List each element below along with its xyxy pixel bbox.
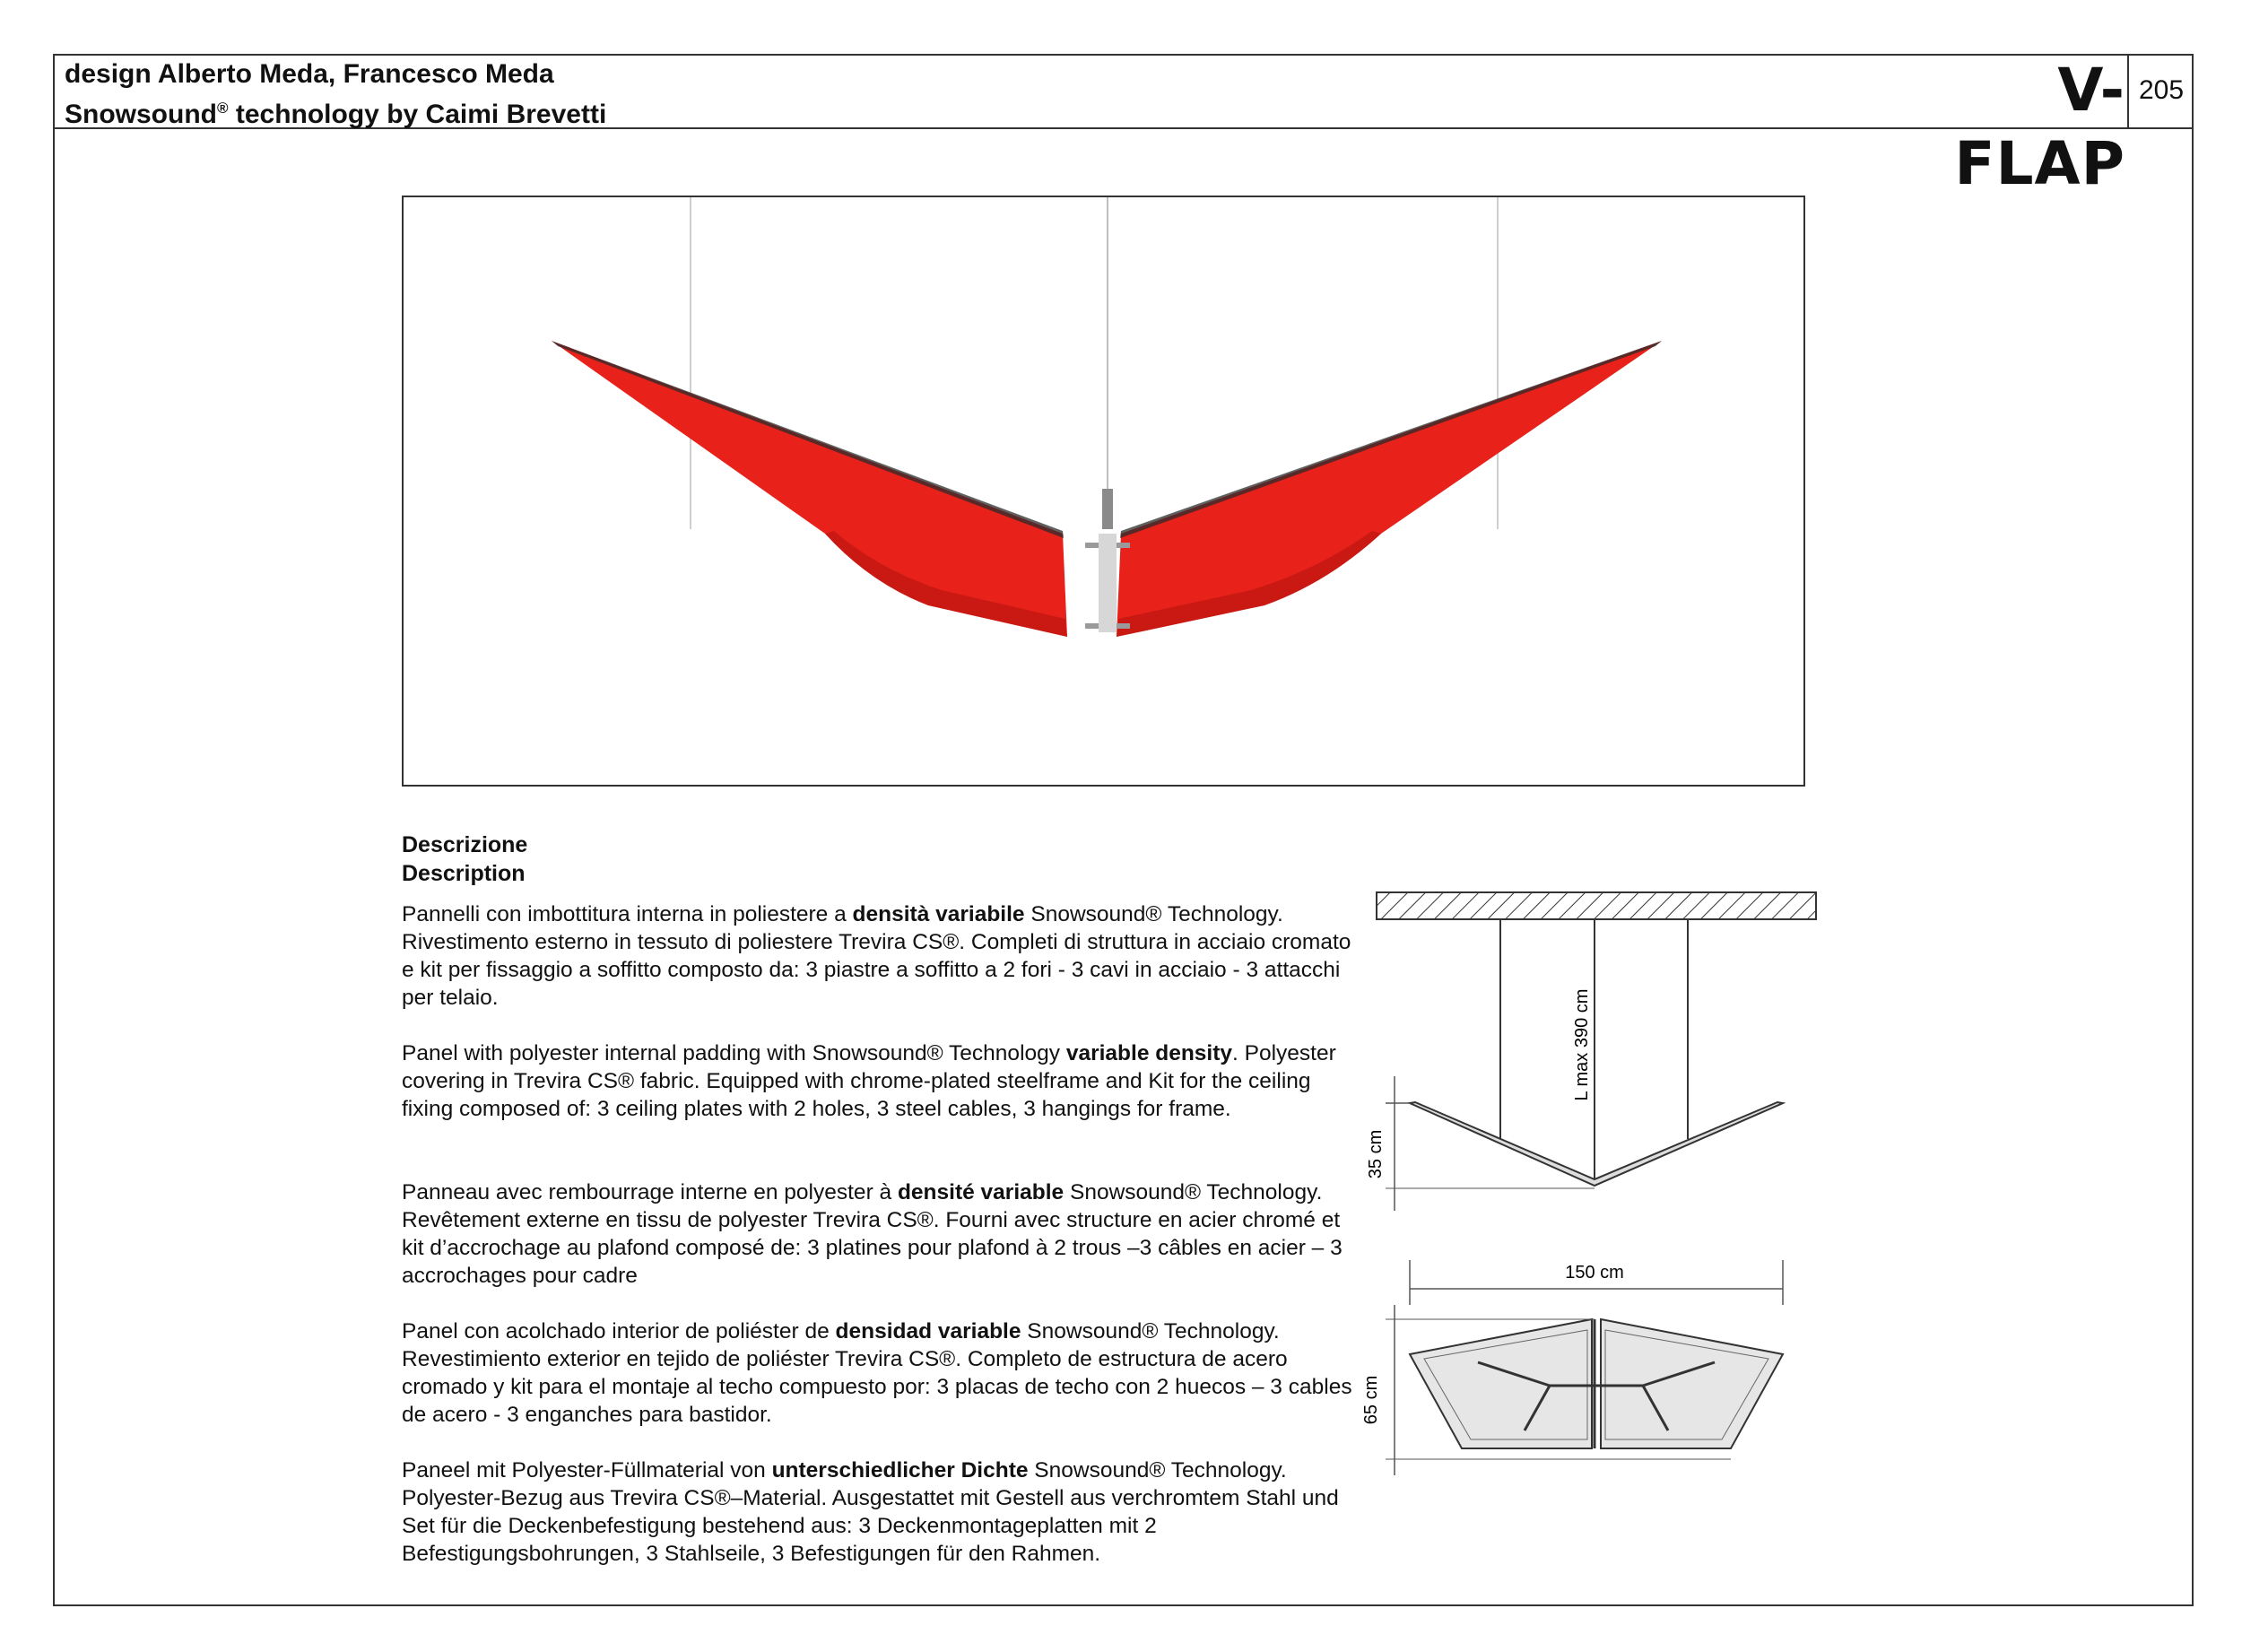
depth-label: 65 cm xyxy=(1361,1375,1381,1425)
description-headings xyxy=(402,830,527,888)
product-title: V-FLAP xyxy=(1954,56,2125,198)
center-frame xyxy=(1099,534,1117,632)
paragraph-english: Panel with polyester internal padding with Snowsound® Technology variable density. Polyester covering in Trevira CS® fabric. Equipped with chrome-plated steelframe and Kit for the ceiling fixing composed of: 3 ceiling plates with 2 holes, 3 steel cables, 3 hangings for frame. xyxy=(402,1041,1336,1121)
ceiling-hatch xyxy=(1377,892,1816,919)
technical-drawing xyxy=(1345,883,1847,1533)
plan-right-panel xyxy=(1601,1319,1783,1448)
paragraph-italian: Pannelli con imbottitura interna in poliestere a densità variabile Snowsound® Technology. Rivestimento esterno in tessuto di poliestere Trevira CS®. Completi di struttura in acciaio cromato e kit per fissaggio a soffitto composto da: 3 piastre a soffitto a 2 fori - 3 cavi in acciaio - 3 attacchi per telaio. xyxy=(402,902,1351,1010)
side-elevation xyxy=(1410,1102,1783,1186)
paragraph-german: Paneel mit Polyester-Füllmaterial von unterschiedlicher Dichte Snowsound® Technology. Polyester-Bezug aus Trevira CS®–Material. Ausgestattet mit Gestell aus verchromtem Stahl und Set für die Deckenbefestigung bestehend aus: 3 Deckenmontageplatten mit 2 Befestigungsbohrungen, 3 Stahlseile, 3 Befestigungen für den Rahmen. xyxy=(402,1458,1339,1566)
panel-left-wing xyxy=(552,341,1067,637)
technology-line: Snowsound® technology by Caimi Brevetti xyxy=(65,100,607,129)
page-number: 205 xyxy=(2138,75,2185,105)
height-label: 35 cm xyxy=(1366,1129,1386,1179)
v-flap-photo-illustration xyxy=(404,197,1803,785)
product-photo xyxy=(402,196,1805,787)
plan-left-panel xyxy=(1410,1319,1592,1448)
designer-line: design Alberto Meda, Francesco Meda xyxy=(65,59,554,89)
width-label: 150 cm xyxy=(1565,1263,1624,1282)
center-hanger xyxy=(1102,489,1113,529)
designer-credits xyxy=(65,57,606,132)
heading-descrizione: Descrizione xyxy=(402,832,528,857)
dimension-drawing xyxy=(1345,883,1847,1529)
paragraph-spanish: Panel con acolchado interior de poliéster de densidad variable Snowsound® Technology. Revestimiento exterior en tejido de poliéster Trevira CS®. Completo de estructura de acero cromado y kit para el montaje al techo compuesto por: 3 placas de techo con 2 huecos – 3 cables de acero - 3 enganches para bastidor. xyxy=(402,1319,1352,1427)
cable-length-label: L max 390 cm xyxy=(1572,988,1592,1101)
panel-right-wing xyxy=(1117,341,1662,637)
heading-description: Description xyxy=(402,861,526,886)
paragraph-french: Panneau avec rembourrage interne en polyester à densité variable Snowsound® Technology. Revêtement externe en tissu de polyester Trevira CS®. Fourni avec structure en acier chromé et kit d’accrochage au plafond composé de: 3 platines pour plafond à 2 trous –3 câbles en acier – 3 accrochages pour cadre xyxy=(402,1180,1343,1288)
